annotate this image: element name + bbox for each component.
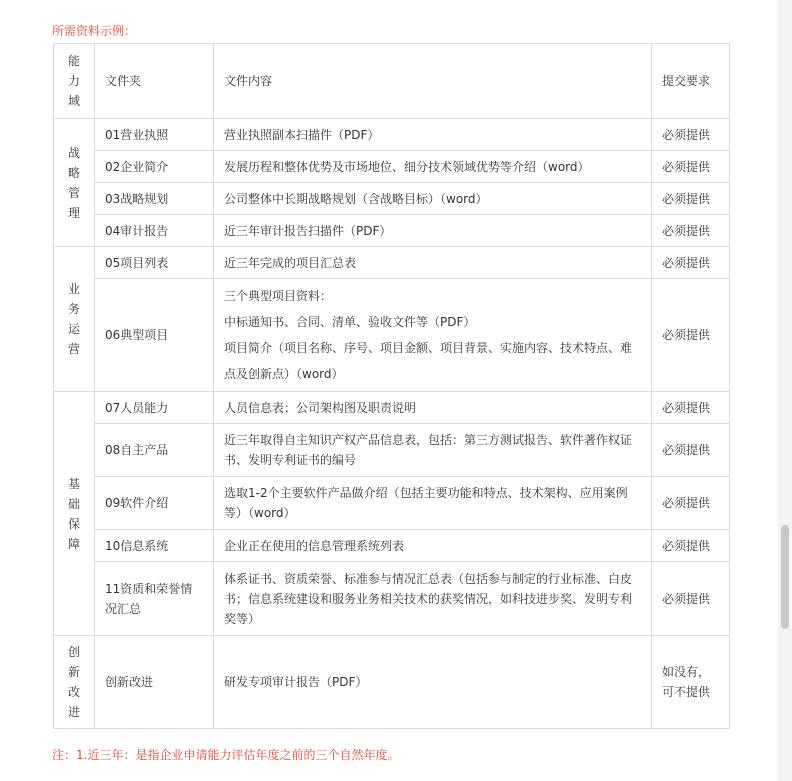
content-cell xyxy=(214,247,652,279)
requirement-cell: 必须提供 xyxy=(652,183,730,215)
table-row xyxy=(54,636,730,729)
header-content: 文件内容 xyxy=(214,44,652,119)
folder-cell: 09软件介绍 xyxy=(95,477,214,530)
requirement-cell: 必须提供 xyxy=(652,530,730,562)
domain-cell: 创 新 改 进 xyxy=(54,636,95,729)
requirement-cell: 必须提供 xyxy=(652,562,730,636)
domain-cell: 战 略 管 理 xyxy=(54,119,95,247)
table-row xyxy=(54,424,730,477)
table-row xyxy=(54,119,730,151)
header-requirement: 提交要求 xyxy=(652,44,730,119)
requirement-cell: 必须提供 xyxy=(652,424,730,477)
folder-cell: 03战略规划 xyxy=(95,183,214,215)
domain-cell: 业 务 运 营 xyxy=(54,247,95,392)
requirement-cell: 必须提供 xyxy=(652,279,730,392)
content-line: 研发专项审计报告（PDF） xyxy=(224,675,368,689)
folder-cell: 07人员能力 xyxy=(95,392,214,424)
table-row xyxy=(54,392,730,424)
content-cell xyxy=(214,119,652,151)
scrollbar-thumb[interactable] xyxy=(781,525,789,629)
content-line: 近三年审计报告扫描件（PDF） xyxy=(224,223,392,238)
table-row xyxy=(54,279,730,392)
content-line: 近三年取得自主知识产权产品信息表，包括：第三方测试报告、软件著作权证书、发明专利证书的编号 xyxy=(224,433,633,467)
content-cell xyxy=(214,530,652,562)
content-cell xyxy=(214,392,652,424)
content-cell xyxy=(214,279,652,392)
header-domain: 能 力 域 xyxy=(54,44,95,119)
content-cell xyxy=(214,183,652,215)
table-row xyxy=(54,562,730,636)
folder-cell: 08自主产品 xyxy=(95,424,214,477)
content-line: 三个典型项目资料： xyxy=(224,289,333,303)
table-header-row xyxy=(54,44,730,119)
requirement-cell: 必须提供 xyxy=(652,247,730,279)
vertical-scrollbar[interactable] xyxy=(778,0,792,781)
table-row xyxy=(54,247,730,279)
folder-cell: 01营业执照 xyxy=(95,119,214,151)
content-cell xyxy=(214,151,652,183)
requirement-cell: 必须提供 xyxy=(652,477,730,530)
table-row xyxy=(54,183,730,215)
domain-cell: 基 础 保 障 xyxy=(54,392,95,636)
content-cell xyxy=(214,562,652,636)
requirement-cell: 如没有，可不提供 xyxy=(652,636,730,729)
requirement-cell: 必须提供 xyxy=(652,151,730,183)
folder-cell: 02企业简介 xyxy=(95,151,214,183)
content-line: 体系证书、资质荣誉、标准参与情况汇总表（包括参与制定的行业标准、白皮书；信息系统建设和服务业务相关技术的获奖情况，如科技进步奖、发明专利奖等） xyxy=(224,571,633,626)
folder-cell: 06典型项目 xyxy=(95,279,214,392)
content-line: 公司整体中长期战略规划（含战略目标）（word） xyxy=(224,191,488,206)
content-line: 项目简介（项目名称、序号、项目金额、项目背景、实施内容、技术特点、难点及创新点）（word） xyxy=(224,341,633,381)
content-line: 近三年完成的项目汇总表 xyxy=(224,255,357,270)
footnote: 注：1.近三年：是指企业申请能力评估年度之前的三个自然年度。 xyxy=(52,748,400,762)
table-row xyxy=(54,477,730,530)
content-cell xyxy=(214,636,652,729)
folder-cell: 创新改进 xyxy=(95,636,214,729)
content-line: 营业执照副本扫描件（PDF） xyxy=(224,127,380,142)
header-folder: 文件夹 xyxy=(95,44,214,119)
requirement-cell: 必须提供 xyxy=(652,392,730,424)
content-line: 选取1-2个主要软件产品做介绍（包括主要功能和特点、技术架构、应用案例等）（word） xyxy=(224,486,628,520)
requirement-cell: 必须提供 xyxy=(652,215,730,247)
content-cell xyxy=(214,424,652,477)
table-row xyxy=(54,530,730,562)
section-heading: 所需资料示例： xyxy=(52,24,137,38)
folder-cell: 04审计报告 xyxy=(95,215,214,247)
requirements-table xyxy=(53,43,730,729)
content-line: 发展历程和整体优势及市场地位、细分技术领域优势等介绍（word） xyxy=(224,159,590,174)
content-line: 中标通知书、合同、清单、验收文件等（PDF） xyxy=(224,315,476,329)
folder-cell: 10信息系统 xyxy=(95,530,214,562)
content-cell xyxy=(214,215,652,247)
table-row xyxy=(54,151,730,183)
content-line: 人员信息表；公司架构图及职责说明 xyxy=(224,400,417,415)
folder-cell: 11资质和荣誉情况汇总 xyxy=(95,562,214,636)
content-cell xyxy=(214,477,652,530)
content-line: 企业正在使用的信息管理系统列表 xyxy=(224,538,405,553)
table-row xyxy=(54,215,730,247)
requirement-cell: 必须提供 xyxy=(652,119,730,151)
folder-cell: 05项目列表 xyxy=(95,247,214,279)
